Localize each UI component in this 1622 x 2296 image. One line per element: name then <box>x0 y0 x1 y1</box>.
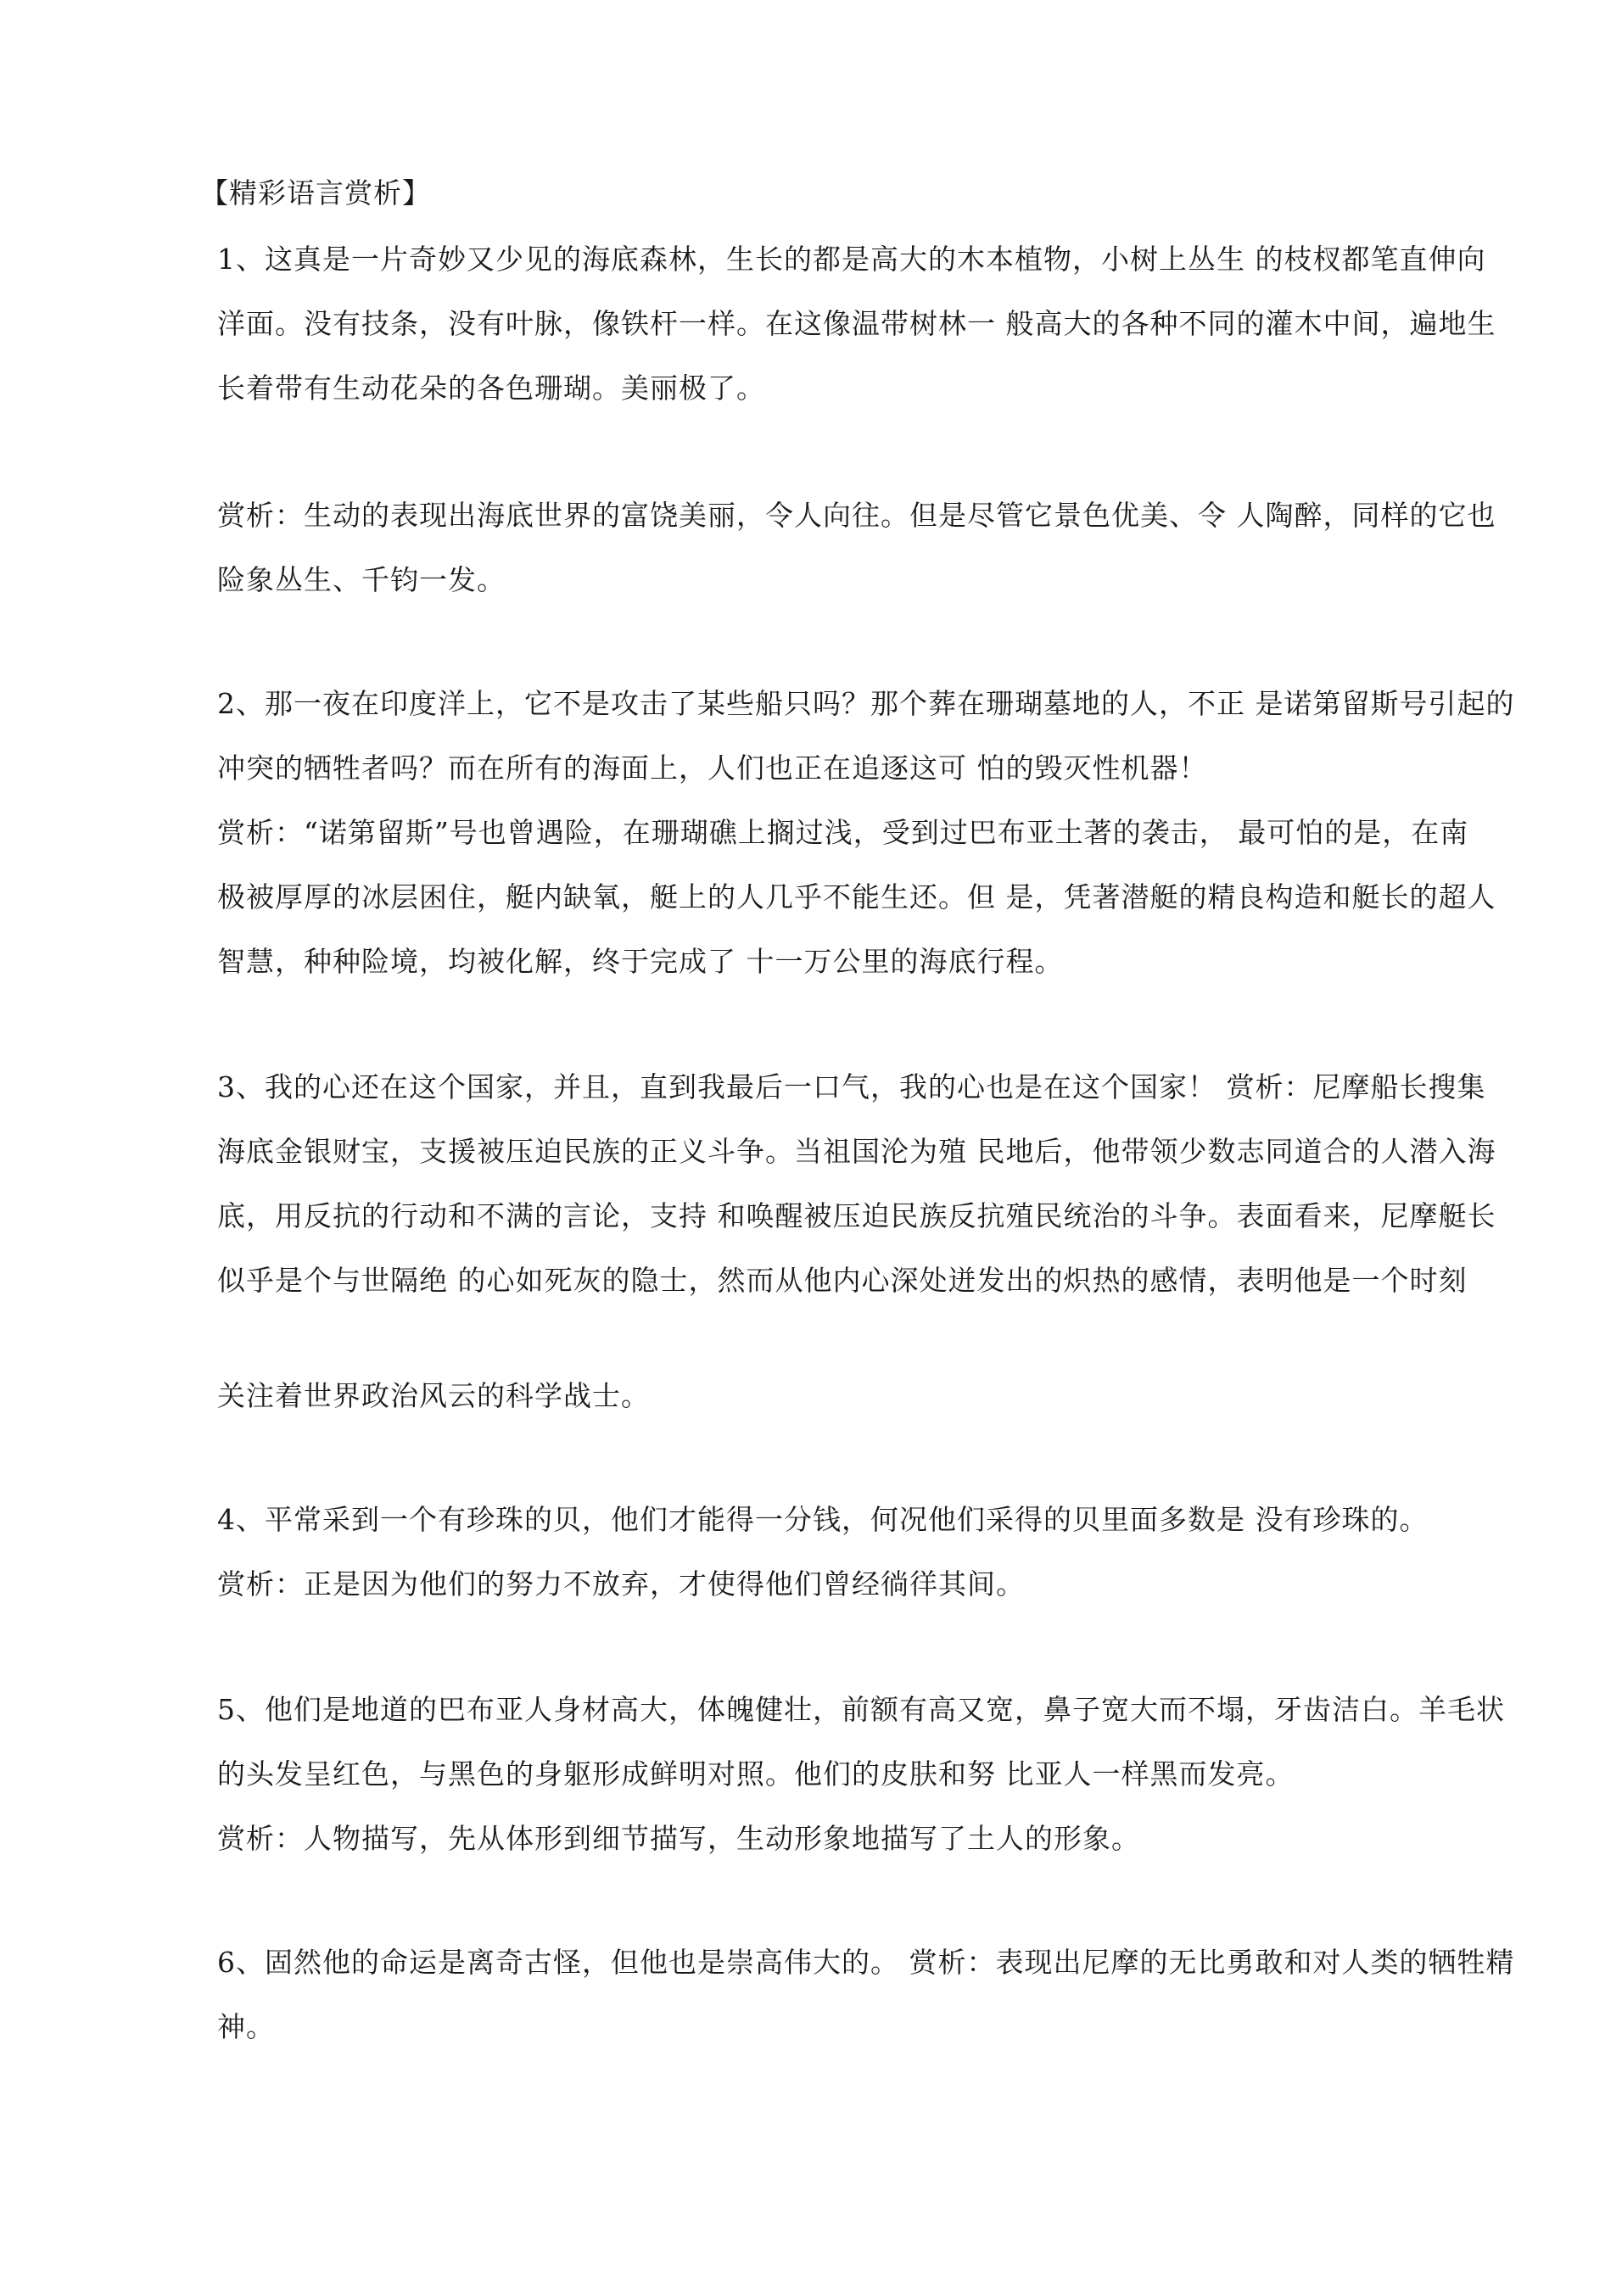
text-line: 底，用反抗的行动和不满的言论，支持 和唤醒被压迫民族反抗殖民统治的斗争。表面看来，尼摩艇长 <box>217 1199 1496 1232</box>
text-line: 神。 <box>217 2010 275 2043</box>
text-line: 4、平常采到一个有珍珠的贝，他们才能得一分钱，何况他们采得的贝里面多数是 没有珍珠的。 <box>217 1503 1429 1536</box>
text-line: 海底金银财宝，支援被压迫民族的正义斗争。当祖国沦为殖 民地后，他带领少数志同道合的人潜入海 <box>217 1135 1496 1168</box>
text-line: 智慧，种种险境，均被化解，终于完成了 十一万公里的海底行程。 <box>217 945 1064 978</box>
text-line: 赏析：人物描写，先从体形到细节描写，生动形象地描写了土人的形象。 <box>217 1822 1140 1855</box>
section-heading: 【精彩语言赏析】 <box>200 176 431 209</box>
text-line: 赏析：正是因为他们的努力不放弃，才使得他们曾经徜徉其间。 <box>217 1567 1025 1600</box>
text-line: 关注着世界政治风云的科学战士。 <box>217 1379 650 1412</box>
text-line: 险象丛生、千钧一发。 <box>217 563 506 596</box>
text-line: 的头发呈红色，与黑色的身躯形成鲜明对照。他们的皮肤和努 比亚人一样黑而发亮。 <box>217 1757 1295 1790</box>
text-line: 洋面。没有技条，没有叶脉，像铁杆一样。在这像温带树林一 般高大的各种不同的灌木中间，遍地生 <box>217 307 1496 340</box>
text-line: 冲突的牺牲者吗？而在所有的海面上，人们也正在追逐这可 怕的毁灭性机器！ <box>217 751 1208 785</box>
text-line: 长着带有生动花朵的各色珊瑚。美丽极了。 <box>217 371 765 405</box>
text-line: 3、我的心还在这个国家，并且，直到我最后一口气，我的心也是在这个国家！ 赏析：尼摩船长搜集 <box>217 1070 1486 1103</box>
text-line: 似乎是个与世隔绝 的心如死灰的隐士，然而从他内心深处迸发出的炽热的感情，表明他是一个时刻 <box>217 1264 1468 1297</box>
text-line: 1、这真是一片奇妙又少见的海底森林，生长的都是高大的木本植物，小树上丛生 的枝杈都笔直伸向 <box>217 243 1486 276</box>
text-line: 2、那一夜在印度洋上，它不是攻击了某些船只吗？那个葬在珊瑚墓地的人，不正 是诺第留斯号引起的 <box>217 687 1515 720</box>
text-line: 赏析：生动的表现出海底世界的富饶美丽，令人向往。但是尽管它景色优美、令 人陶醉，同样的它也 <box>217 499 1496 532</box>
text-line: 赏析：“诺第留斯”号也曾遇险，在珊瑚礁上搁过浅，受到过巴布亚土著的袭击， 最可怕的是，在南 <box>217 816 1469 849</box>
text-line: 6、固然他的命运是离奇古怪，但他也是崇高伟大的。 赏析：表现出尼摩的无比勇敢和对人类的牺牲精 <box>217 1946 1515 1979</box>
text-line: 极被厚厚的冰层困住，艇内缺氧，艇上的人几乎不能生还。但 是，凭著潜艇的精良构造和艇长的超人 <box>217 880 1496 913</box>
text-line: 5、他们是地道的巴布亚人身材高大，体魄健壮，前额有高又宽，鼻子宽大而不塌，牙齿洁白。羊毛状 <box>217 1693 1505 1726</box>
